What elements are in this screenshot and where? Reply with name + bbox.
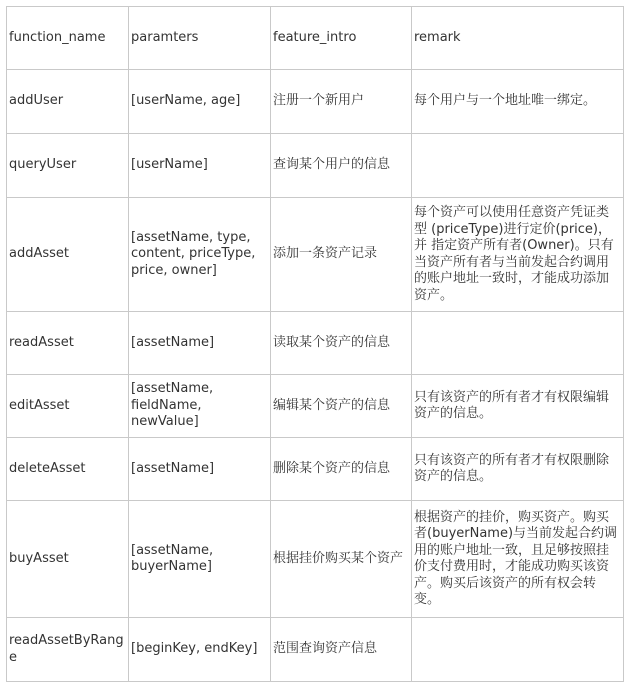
cell-parameters: [beginKey, endKey] [129,618,271,682]
header-row [7,7,624,70]
cell-remark: 只有该资产的所有者才有权限删除资产的信息。 [412,438,624,501]
cell-function-name: deleteAsset [7,438,129,501]
cell-feature-intro: 读取某个资产的信息 [271,312,412,375]
cell-feature-intro: 范围查询资产信息 [271,618,412,682]
table-row [7,375,624,438]
cell-parameters: [assetName, fieldName, newValue] [129,375,271,438]
header-parameters: paramters [129,7,271,70]
cell-parameters: [userName] [129,134,271,198]
cell-function-name: queryUser [7,134,129,198]
cell-remark: 每个资产可以使用任意资产凭证类型 (priceType)进行定价(price)，并 指定资产所有者(Owner)。只有 当资产所有者与当前发起合约调用的账户地址一致时，才能成功添加资产。 [412,198,624,312]
cell-feature-intro: 添加一条资产记录 [271,198,412,312]
table-row [7,198,624,312]
cell-function-name: readAsset [7,312,129,375]
header-feature-intro: feature_intro [271,7,412,70]
cell-parameters: [userName, age] [129,70,271,134]
cell-remark: 只有该资产的所有者才有权限编辑资产的信息。 [412,375,624,438]
cell-remark [412,134,624,198]
table-row [7,70,624,134]
cell-remark [412,618,624,682]
cell-function-name: readAssetByRange [7,618,129,682]
cell-feature-intro: 编辑某个资产的信息 [271,375,412,438]
table-row [7,501,624,618]
function-table [6,6,624,682]
cell-function-name: addUser [7,70,129,134]
cell-function-name: addAsset [7,198,129,312]
cell-parameters: [assetName, buyerName] [129,501,271,618]
cell-feature-intro: 根据挂价购买某个资产 [271,501,412,618]
cell-feature-intro: 查询某个用户的信息 [271,134,412,198]
cell-function-name: buyAsset [7,501,129,618]
header-function-name: function_name [7,7,129,70]
cell-feature-intro: 删除某个资产的信息 [271,438,412,501]
cell-parameters: [assetName] [129,438,271,501]
table-row [7,312,624,375]
table-row [7,134,624,198]
cell-remark: 根据资产的挂价，购买资产。购买者(buyerName)与当前发起合约调用的账户地址一致，且足够按照挂价支付费用时，才能成功购买该资产。购买后该资产的所有权会转变。 [412,501,624,618]
cell-parameters: [assetName] [129,312,271,375]
table-row [7,438,624,501]
cell-remark [412,312,624,375]
cell-parameters: [assetName, type, content, priceType, price, owner] [129,198,271,312]
cell-feature-intro: 注册一个新用户 [271,70,412,134]
table-row [7,618,624,682]
header-remark: remark [412,7,624,70]
cell-remark: 每个用户与一个地址唯一绑定。 [412,70,624,134]
cell-function-name: editAsset [7,375,129,438]
